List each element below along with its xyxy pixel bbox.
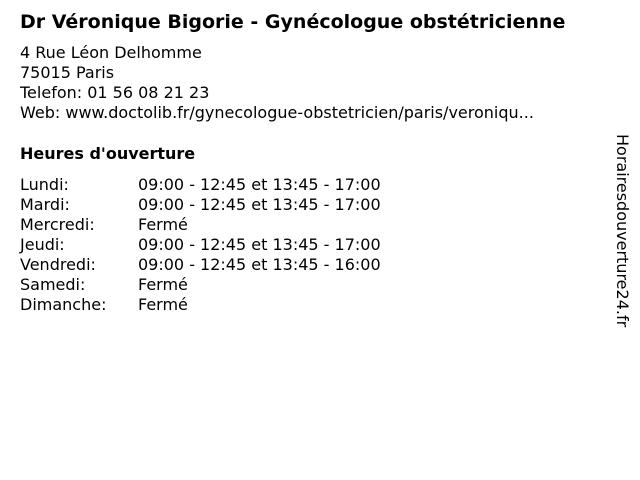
- hours-row-saturday: [20, 275, 610, 295]
- day-label: Dimanche:: [20, 295, 107, 314]
- day-hours: Fermé: [138, 295, 188, 314]
- day-label: Samedi:: [20, 275, 86, 294]
- business-card: [20, 10, 610, 315]
- website-link[interactable]: Web: www.doctolib.fr/gynecologue-obstetricien/paris/veroniqu...: [20, 103, 534, 122]
- hours-row-wednesday: [20, 215, 610, 235]
- phone-number: Telefon: 01 56 08 21 23: [20, 83, 210, 102]
- address-city: 75015 Paris: [20, 63, 115, 82]
- page-title: Dr Véronique Bigorie - Gynécologue obstétricienne: [20, 11, 566, 33]
- day-hours: Fermé: [138, 215, 188, 234]
- opening-hours-heading: Heures d'ouverture: [20, 144, 196, 163]
- hours-row-tuesday: [20, 195, 610, 215]
- hours-row-friday: [20, 255, 610, 275]
- hours-row-sunday: [20, 295, 610, 315]
- address-street: 4 Rue Léon Delhomme: [20, 43, 202, 62]
- day-hours: 09:00 - 12:45 et 13:45 - 17:00: [138, 235, 381, 254]
- day-label: Mercredi:: [20, 215, 95, 234]
- day-label: Vendredi:: [20, 255, 96, 274]
- day-hours: 09:00 - 12:45 et 13:45 - 16:00: [138, 255, 381, 274]
- hours-row-monday: [20, 175, 610, 195]
- day-hours: Fermé: [138, 275, 188, 294]
- site-watermark: Horairesdouverture24.fr: [613, 134, 632, 328]
- contact-info: [20, 43, 610, 123]
- hours-row-thursday: [20, 235, 610, 255]
- day-label: Lundi:: [20, 175, 69, 194]
- day-hours: 09:00 - 12:45 et 13:45 - 17:00: [138, 175, 381, 194]
- day-label: Mardi:: [20, 195, 70, 214]
- opening-hours-table: [20, 175, 610, 315]
- day-hours: 09:00 - 12:45 et 13:45 - 17:00: [138, 195, 381, 214]
- day-label: Jeudi:: [20, 235, 65, 254]
